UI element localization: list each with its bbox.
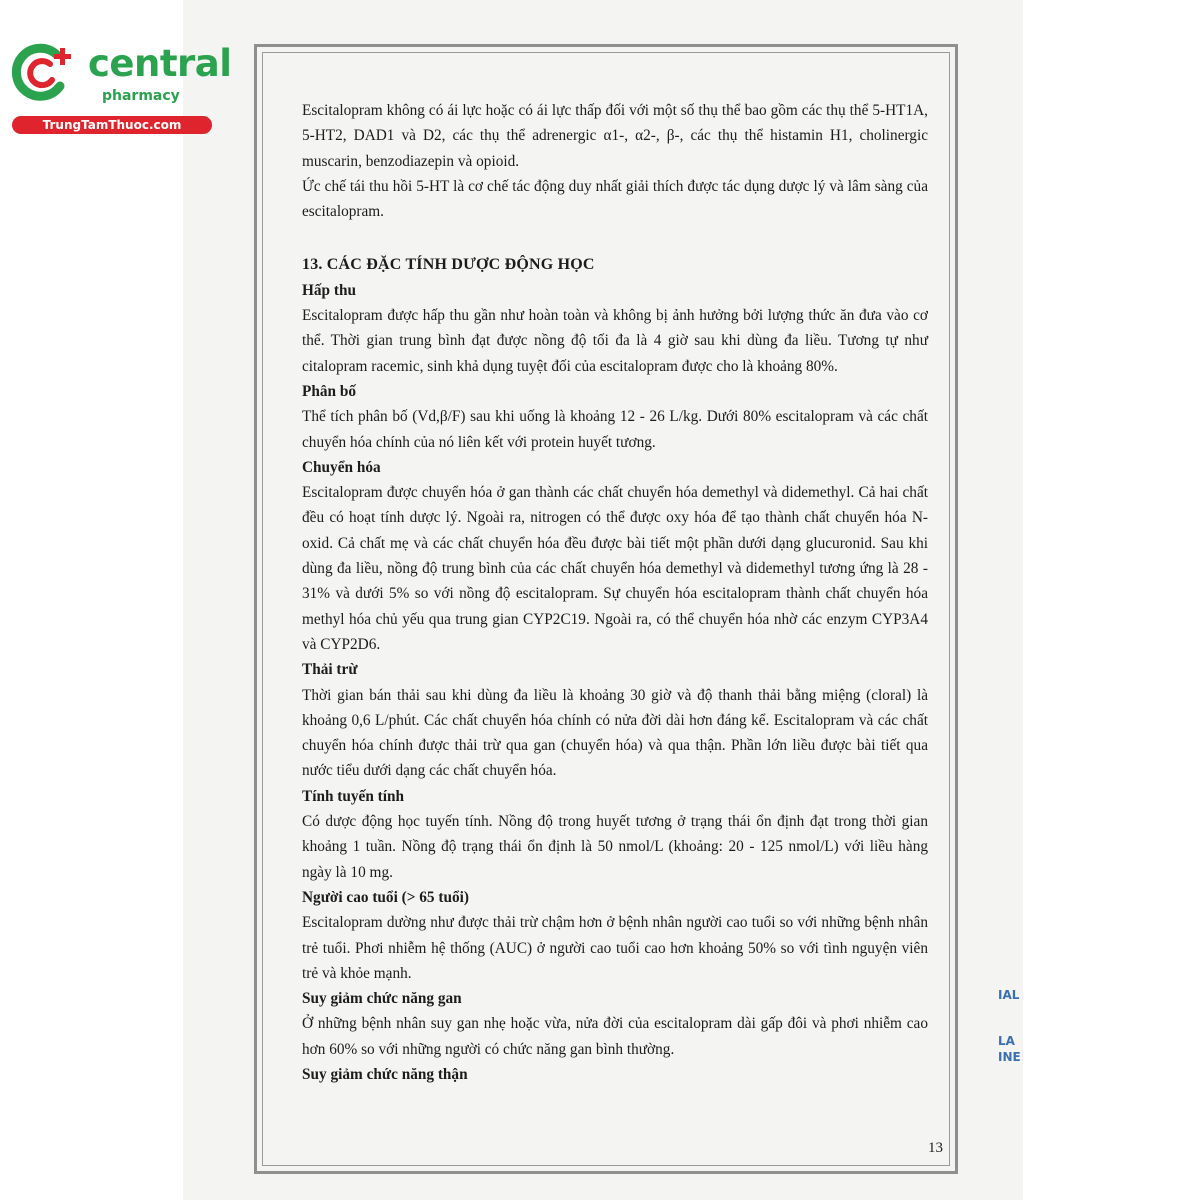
subsection-title: Hấp thu — [302, 281, 356, 299]
subsection-title: Suy giảm chức năng gan — [302, 990, 462, 1008]
subsection-title: Thải trừ — [302, 661, 358, 679]
pharmacy-logo[interactable] — [10, 36, 232, 136]
section-heading: 13. CÁC ĐẶC TÍNH DƯỢC ĐỘNG HỌC — [302, 256, 595, 274]
subsection-text: Thời gian bán thải sau khi dùng đa liều là khoảng 30 giờ và độ thanh thải bằng miệng (cloral) là khoảng 0,6 L/phút. Các chất chuyển hóa chính có nửa đời dài hơn đáng kể. Escitalopram và các chất chuyển hóa chính được thải trừ qua gan (chuyển hóa) và qua thận. Phần lớn liều được bài tiết qua nước tiểu dưới dạng các chất chuyển hóa. — [302, 686, 928, 780]
page-number: 13 — [928, 1140, 943, 1156]
side-fragment-text: LA — [998, 1034, 1015, 1048]
intro-paragraph: Ức chế tái thu hồi 5-HT là cơ chế tác động duy nhất giải thích được tác dụng dược lý và lâm sàng của escitalopram. — [302, 177, 928, 221]
subsection-title: Chuyển hóa — [302, 458, 381, 476]
subsection-text: Escitalopram được chuyển hóa ở gan thành các chất chuyển hóa demethyl và didemethyl. Cả hai chất đều có hoạt tính dược lý. Ngoài ra, nitrogen có thể được oxy hóa để tạo thành chất chuyển hóa N-oxid. Cả chất mẹ và các chất chuyển hóa đều được bài tiết một phần dưới dạng glucuronid. Sau khi dùng đa liều, nồng độ trung bình của các chất chuyển hóa demethyl và didemethyl tương ứng là 28 - 31% và dưới 5% so với nồng độ escitalopram. Sự chuyển hóa escitalopram thành chất chuyển hóa methyl hóa chủ yếu qua trung gian CYP2C19. Ngoài ra, có thể chuyển hóa nhờ các enzym CYP3A4 và CYP2D6. — [302, 484, 928, 653]
logo-sub-text: pharmacy — [102, 88, 180, 104]
subsection-text: Có dược động học tuyến tính. Nồng độ trong huyết tương ở trạng thái ổn định đạt trong thời gian khoảng 1 tuần. Nồng độ trạng thái ổn định là 50 nmol/L (khoảng: 20 - 125 nmol/L) với liều hàng ngày là 10 mg. — [302, 813, 928, 881]
logo-brand-text: central — [88, 42, 232, 85]
subsection-title: Phân bố — [302, 382, 356, 400]
subsection-title: Suy giảm chức năng thận — [302, 1065, 468, 1083]
subsection-text: Thể tích phân bố (Vd,β/F) sau khi uống là khoảng 12 - 26 L/kg. Dưới 80% escitalopram và các chất chuyển hóa chính của nó liên kết với protein huyết tương. — [302, 408, 928, 451]
central-c-icon — [10, 40, 76, 106]
logo-url-badge: TrungTamThuoc.com — [12, 116, 212, 134]
subsection-text: Escitalopram được hấp thu gần như hoàn toàn và không bị ảnh hưởng bởi lượng thức ăn đưa vào cơ thể. Thời gian trung bình đạt được nồng độ tối đa là 4 giờ sau khi dùng đa liều. Tương tự như citalopram racemic, sinh khả dụng tuyệt đối của escitalopram được cho là khoảng 80%. — [302, 307, 928, 375]
intro-paragraph: Escitalopram không có ái lực hoặc có ái lực thấp đối với một số thụ thể bao gồm các thụ thể 5-HT1A, 5-HT2, DAD1 và D2, các thụ thể adrenergic α1-, α2-, β-, các thụ thể histamin H1, cholinergic muscarin, benzodiazepin và opioid. — [302, 102, 928, 170]
subsection-text: Ở những bệnh nhân suy gan nhẹ hoặc vừa, nửa đời của escitalopram dài gấp đôi và phơi nhiễm cao hơn 60% so với những người có chức năng gan bình thường. — [302, 1015, 928, 1058]
subsection-title: Tính tuyến tính — [302, 787, 405, 805]
subsection-text: Escitalopram dường như được thải trừ chậm hơn ở bệnh nhân người cao tuổi so với những bệnh nhân trẻ tuổi. Phơi nhiễm hệ thống (AUC) ở người cao tuổi cao hơn khoảng 50% so với tình nguyện viên trẻ và khỏe mạnh. — [302, 914, 928, 982]
subsection-title: Người cao tuổi (> 65 tuổi) — [302, 888, 470, 906]
side-fragment-text: INE — [998, 1050, 1021, 1064]
document-body — [302, 98, 928, 1087]
side-fragment-text: IAL — [998, 988, 1020, 1002]
